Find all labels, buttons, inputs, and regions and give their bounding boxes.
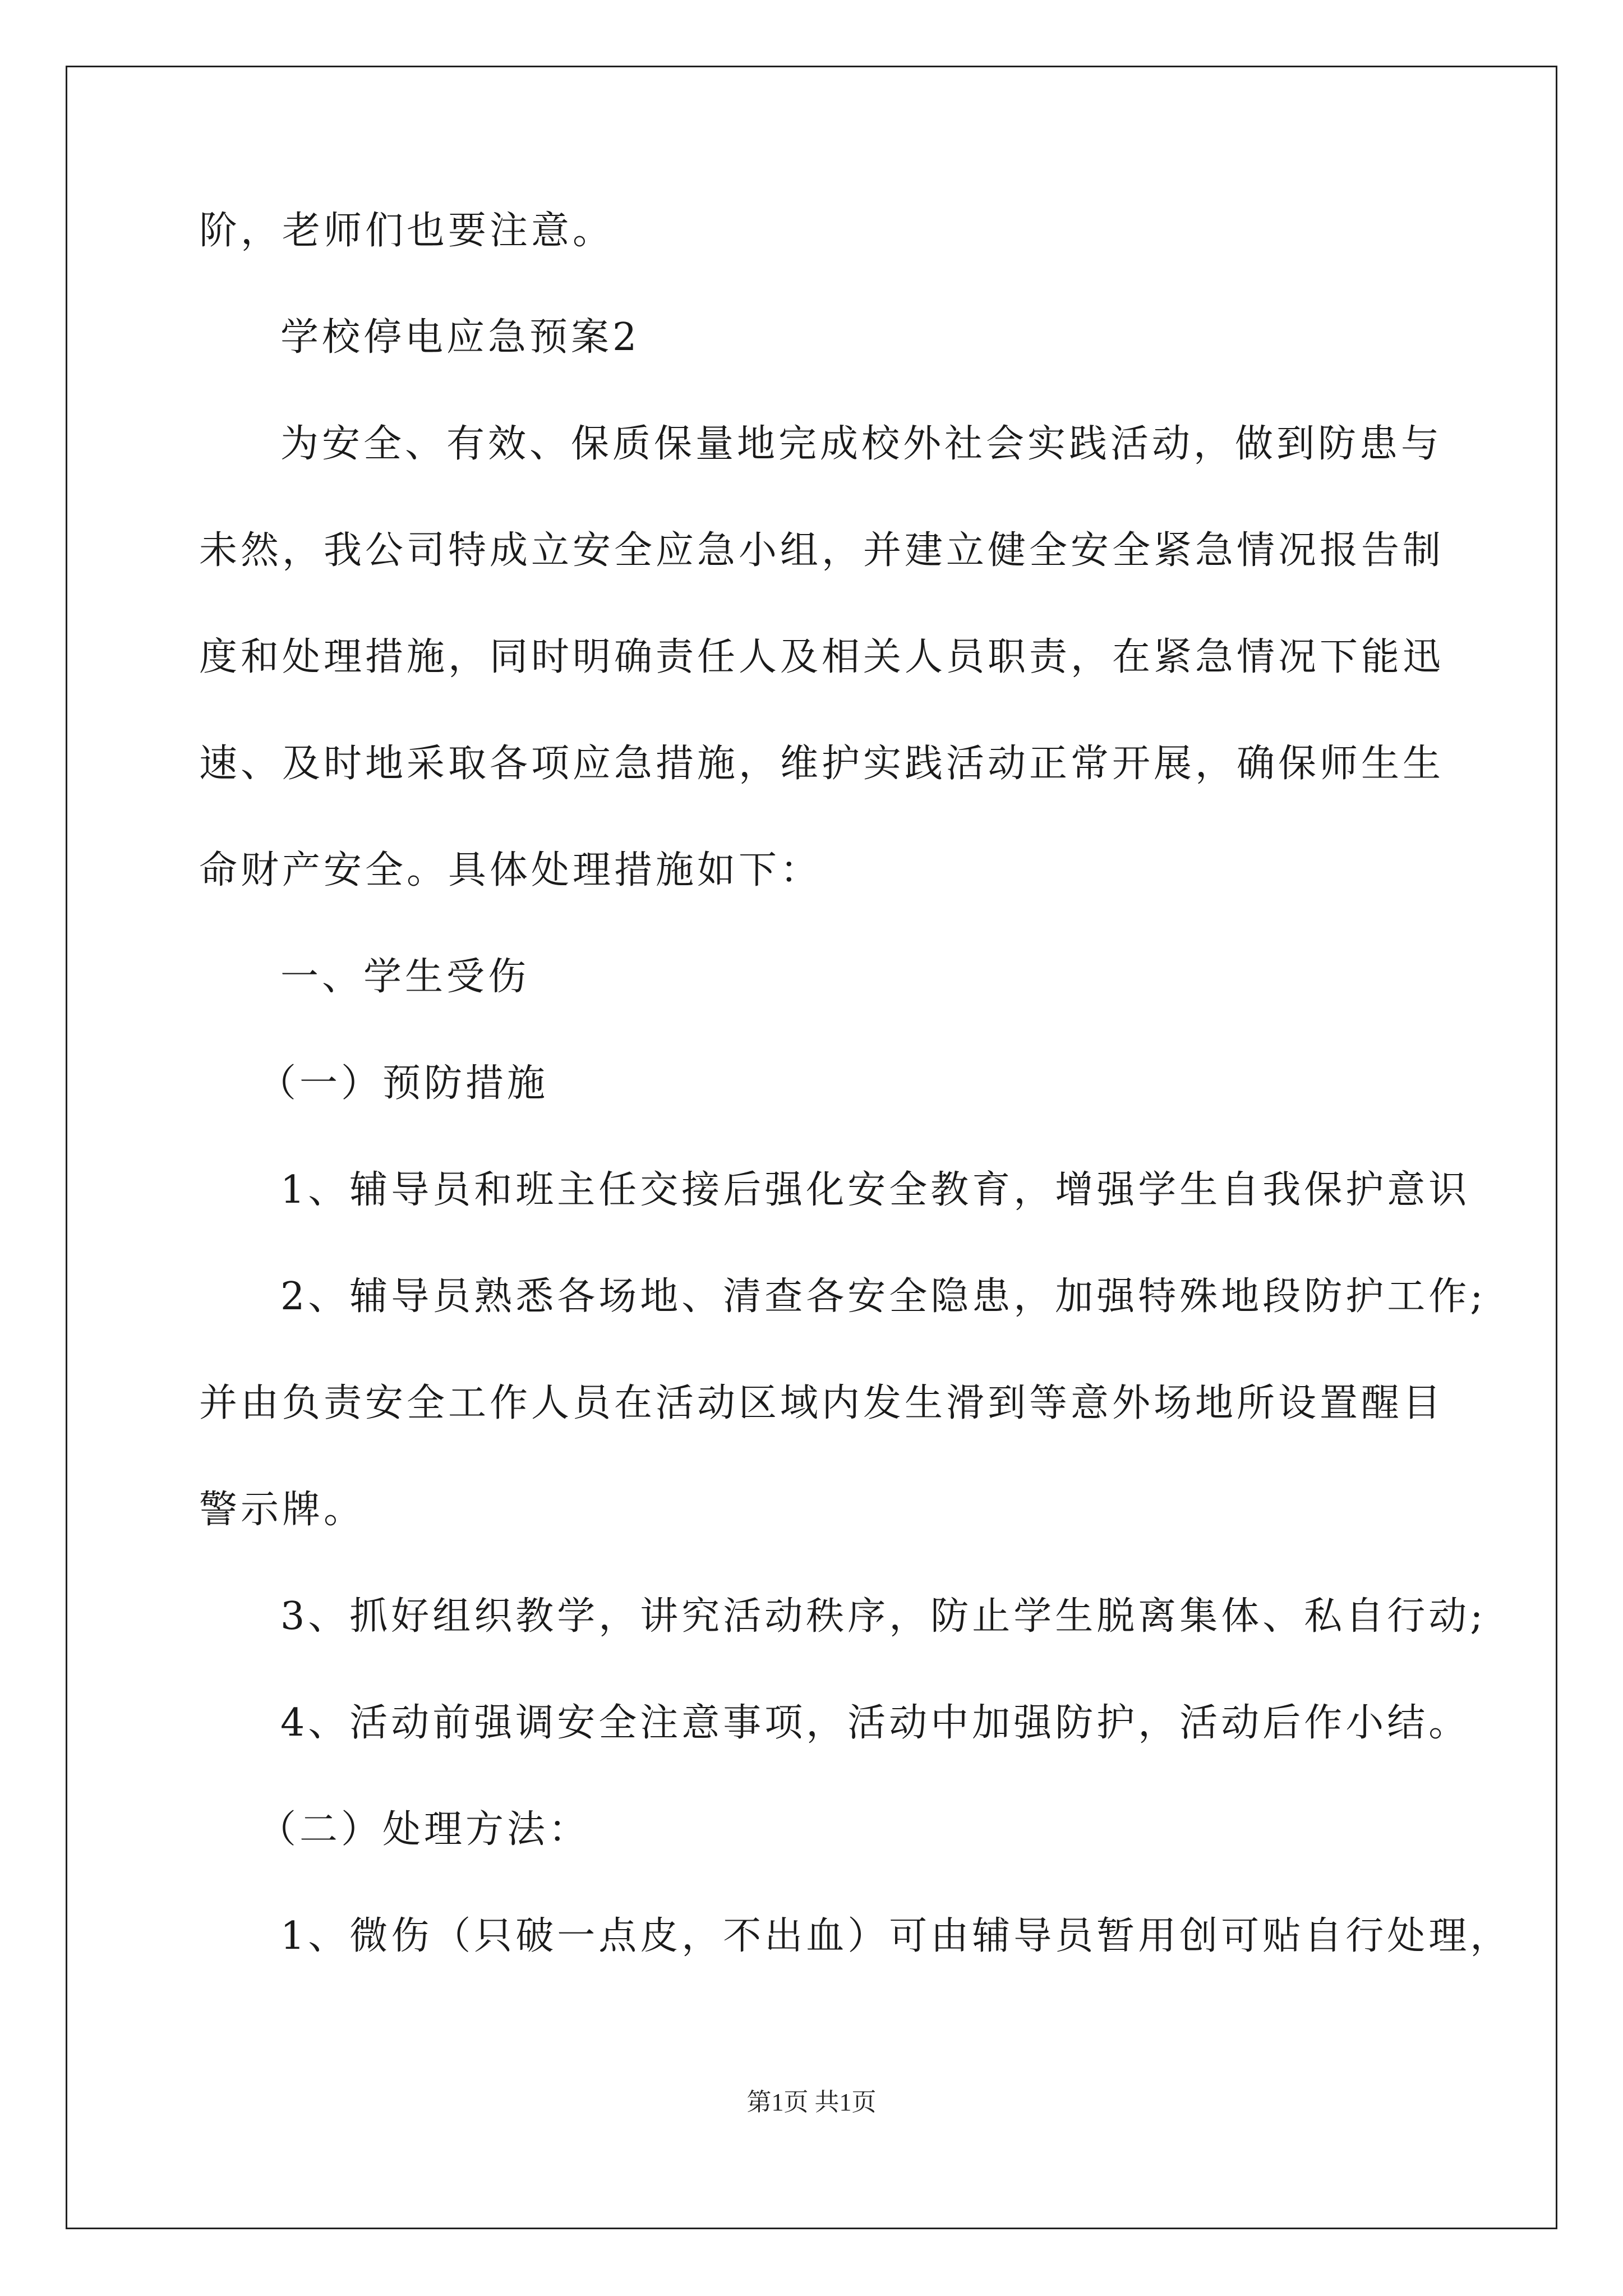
list-item-2-cont-2: 警示牌。	[199, 1488, 366, 1532]
list-item-4: 4、活动前强调安全注意事项，活动中加强防护，活动后作小结。	[280, 1701, 1470, 1745]
page-footer: 第1页 共1页	[746, 2088, 877, 2116]
list-item-3: 3、抓好组织教学，讲究活动秩序，防止学生脱离集体、私自行动;	[280, 1594, 1487, 1639]
section-heading: 学校停电应急预案2	[280, 315, 640, 360]
list-item-1: 1、辅导员和班主任交接后强化安全教育，增强学生自我保护意识	[280, 1168, 1470, 1212]
text-line-6: 速、及时地采取各项应急措施，维护实践活动正常开展，确保师生生	[199, 742, 1445, 786]
text-line-3: 为安全、有效、保质保量地完成校外社会实践活动，做到防患与	[280, 422, 1443, 466]
text-line-5: 度和处理措施，同时明确责任人及相关人员职责，在紧急情况下能迅	[199, 635, 1445, 679]
page-border	[66, 66, 1557, 2229]
subsection-heading-2: （一）预防措施	[258, 1061, 549, 1106]
text-line-1: 阶，老师们也要注意。	[199, 209, 615, 253]
text-line-4: 未然，我公司特成立安全应急小组，并建立健全安全紧急情况报告制	[199, 528, 1445, 573]
subsection-heading-3: （二）处理方法：	[258, 1807, 591, 1852]
list-item-5: 1、微伤（只破一点皮，不出血）可由辅导员暂用创可贴自行处理，	[280, 1914, 1512, 1958]
list-item-2-cont: 并由负责安全工作人员在活动区域内发生滑到等意外场地所设置醒目	[199, 1381, 1445, 1425]
subsection-heading-1: 一、学生受伤	[280, 955, 530, 999]
list-item-2: 2、辅导员熟悉各场地、清查各安全隐患，加强特殊地段防护工作;	[280, 1274, 1487, 1319]
text-line-7: 命财产安全。具体处理措施如下：	[199, 848, 822, 892]
